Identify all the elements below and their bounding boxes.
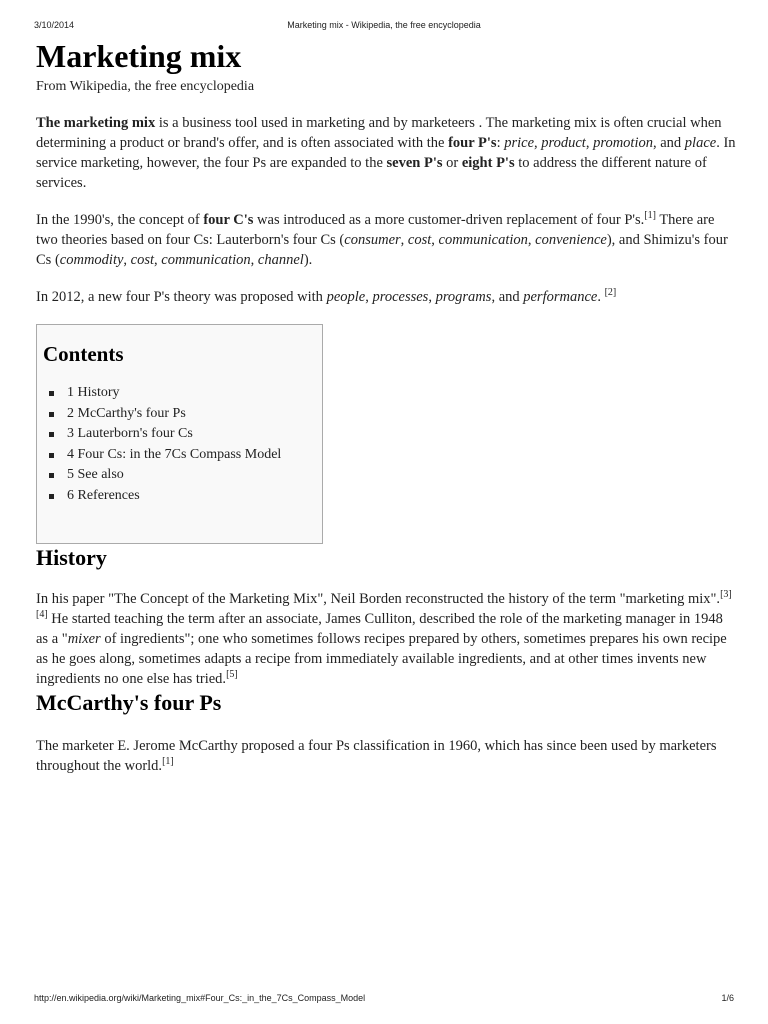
term-consumer: consumer bbox=[344, 232, 401, 248]
history-paragraph bbox=[36, 589, 736, 689]
four-cs-term: four C's bbox=[203, 212, 254, 228]
toc-item bbox=[67, 465, 322, 486]
citation-link[interactable]: [1] bbox=[162, 756, 174, 768]
print-date: 3/10/2014 bbox=[34, 20, 75, 30]
toc-heading: Contents bbox=[43, 342, 124, 366]
toc-link-mccarthy[interactable]: 2 McCarthy's four Ps bbox=[67, 405, 186, 421]
bullet-icon bbox=[49, 473, 54, 478]
intro-colon: : bbox=[496, 135, 505, 151]
term-performance: performance bbox=[523, 289, 598, 305]
citation-link[interactable]: [2] bbox=[604, 287, 617, 299]
table-of-contents bbox=[36, 324, 323, 544]
term-convenience: convenience bbox=[535, 232, 607, 248]
term-place: place bbox=[684, 135, 717, 151]
p2-text: was introduced as a more customer-driven replacement of four P's. bbox=[253, 212, 645, 228]
term-communication: communication bbox=[161, 252, 251, 268]
p2-text: In the 1990's, the concept of bbox=[36, 212, 204, 228]
intro-sep: , and bbox=[652, 135, 685, 151]
section-heading-mccarthy: McCarthy's four Ps bbox=[36, 690, 222, 715]
toc-link-references[interactable]: 6 References bbox=[67, 487, 140, 503]
intro-bold-term: The marketing mix bbox=[36, 115, 156, 131]
term-cost: cost bbox=[407, 232, 432, 248]
bullet-icon bbox=[49, 453, 54, 458]
page-title: Marketing mix bbox=[36, 38, 242, 74]
p3-text: In 2012, a new four P's theory was proposed with bbox=[36, 289, 327, 305]
intro-sep: , bbox=[534, 135, 542, 151]
term-cost: cost bbox=[130, 252, 155, 268]
term-processes: processes bbox=[372, 289, 429, 305]
new-four-ps-paragraph bbox=[36, 287, 736, 307]
intro-sep: or bbox=[442, 155, 462, 171]
toc-item bbox=[67, 383, 322, 404]
bullet-icon bbox=[49, 391, 54, 396]
toc-item bbox=[67, 486, 322, 507]
term-commodity: commodity bbox=[59, 252, 124, 268]
toc-link-lauterborn[interactable]: 3 Lauterborn's four Cs bbox=[67, 426, 193, 442]
history-text: In his paper "The Concept of the Marketing Mix", Neil Borden reconstructed the history of the term "marketing mix". bbox=[36, 591, 721, 607]
term-communication: communication bbox=[438, 232, 528, 248]
term-product: product bbox=[541, 135, 586, 151]
bullet-icon bbox=[49, 412, 54, 417]
intro-paragraph bbox=[36, 113, 736, 193]
bullet-icon bbox=[49, 432, 54, 437]
intro-text-3: to address the different nature of services. bbox=[36, 155, 707, 191]
citation-link[interactable]: [5] bbox=[226, 669, 238, 681]
p3-sep: , bbox=[428, 289, 436, 305]
term-price: price bbox=[504, 135, 535, 151]
citation-link[interactable]: [1] bbox=[644, 210, 656, 222]
p2-sep: , bbox=[527, 232, 536, 248]
eight-ps-term: eight P's bbox=[461, 155, 515, 171]
p3-sep: , and bbox=[491, 289, 524, 305]
seven-ps-term: seven P's bbox=[386, 155, 443, 171]
p2-sep: , bbox=[431, 232, 439, 248]
print-header bbox=[0, 20, 768, 34]
p2-text: ), and Shimizu's four Cs ( bbox=[36, 232, 728, 268]
bullet-icon bbox=[49, 494, 54, 499]
p2-sep: , bbox=[400, 232, 408, 248]
print-footer bbox=[0, 993, 768, 1007]
citation-link[interactable]: [4] bbox=[36, 609, 48, 621]
toc-item bbox=[67, 404, 322, 425]
term-programs: programs bbox=[435, 289, 492, 305]
p2-sep: , bbox=[154, 252, 162, 268]
history-text: He started teaching the term after an associate, James Culliton, described the role of the marketing manager in 1948 as a " bbox=[36, 611, 723, 647]
p3-sep: , bbox=[365, 289, 373, 305]
four-ps-term: four P's bbox=[448, 135, 497, 151]
toc-link-7cs[interactable]: 4 Four Cs: in the 7Cs Compass Model bbox=[67, 446, 282, 462]
four-cs-paragraph bbox=[36, 210, 736, 270]
p2-text: There are two theories based on four Cs: Lauterborn's four Cs ( bbox=[36, 212, 715, 248]
p2-sep: , bbox=[250, 252, 258, 268]
history-text: of ingredients"; one who sometimes follows recipes prepared by others, sometimes prepares his own recipe as he goes along, sometimes adapts a recipe from immediately available ingredients, and at other times invents new ingredients no one else has tried. bbox=[36, 631, 727, 687]
page-number: 1/6 bbox=[721, 993, 734, 1003]
p2-sep: , bbox=[123, 252, 131, 268]
intro-text-1: is a business tool used in marketing and by marketeers . The marketing mix is often crucial when determining a product or brand's offer, and is often associated with the bbox=[36, 115, 722, 151]
toc-item bbox=[67, 424, 322, 445]
toc-list bbox=[43, 383, 322, 507]
toc-link-see-also[interactable]: 5 See also bbox=[67, 467, 124, 483]
article-content bbox=[36, 36, 736, 776]
citation-link[interactable]: [3] bbox=[720, 589, 732, 601]
print-url: http://en.wikipedia.org/wiki/Marketing_mix#Four_Cs:_in_the_7Cs_Compass_Model bbox=[34, 993, 366, 1003]
toc-link-history[interactable]: 1 History bbox=[67, 385, 120, 400]
intro-text-2: . In service marketing, however, the four Ps are expanded to the bbox=[36, 135, 736, 171]
section-heading-history: History bbox=[36, 545, 107, 570]
mccarthy-paragraph bbox=[36, 736, 736, 776]
toc-item bbox=[67, 445, 322, 466]
mccarthy-text: The marketer E. Jerome McCarthy proposed a four Ps classification in 1960, which has since been used by marketers throughout the world. bbox=[36, 738, 717, 774]
term-channel: channel bbox=[257, 252, 304, 268]
p2-text: ). bbox=[303, 252, 313, 268]
term-mixer: mixer bbox=[67, 631, 101, 647]
term-people: people bbox=[326, 289, 366, 305]
page-subtitle: From Wikipedia, the free encyclopedia bbox=[36, 79, 255, 94]
p3-text: . bbox=[597, 289, 605, 305]
intro-sep: , bbox=[585, 135, 594, 151]
print-window-title: Marketing mix - Wikipedia, the free encyclopedia bbox=[287, 20, 481, 30]
term-promotion: promotion bbox=[593, 135, 653, 151]
